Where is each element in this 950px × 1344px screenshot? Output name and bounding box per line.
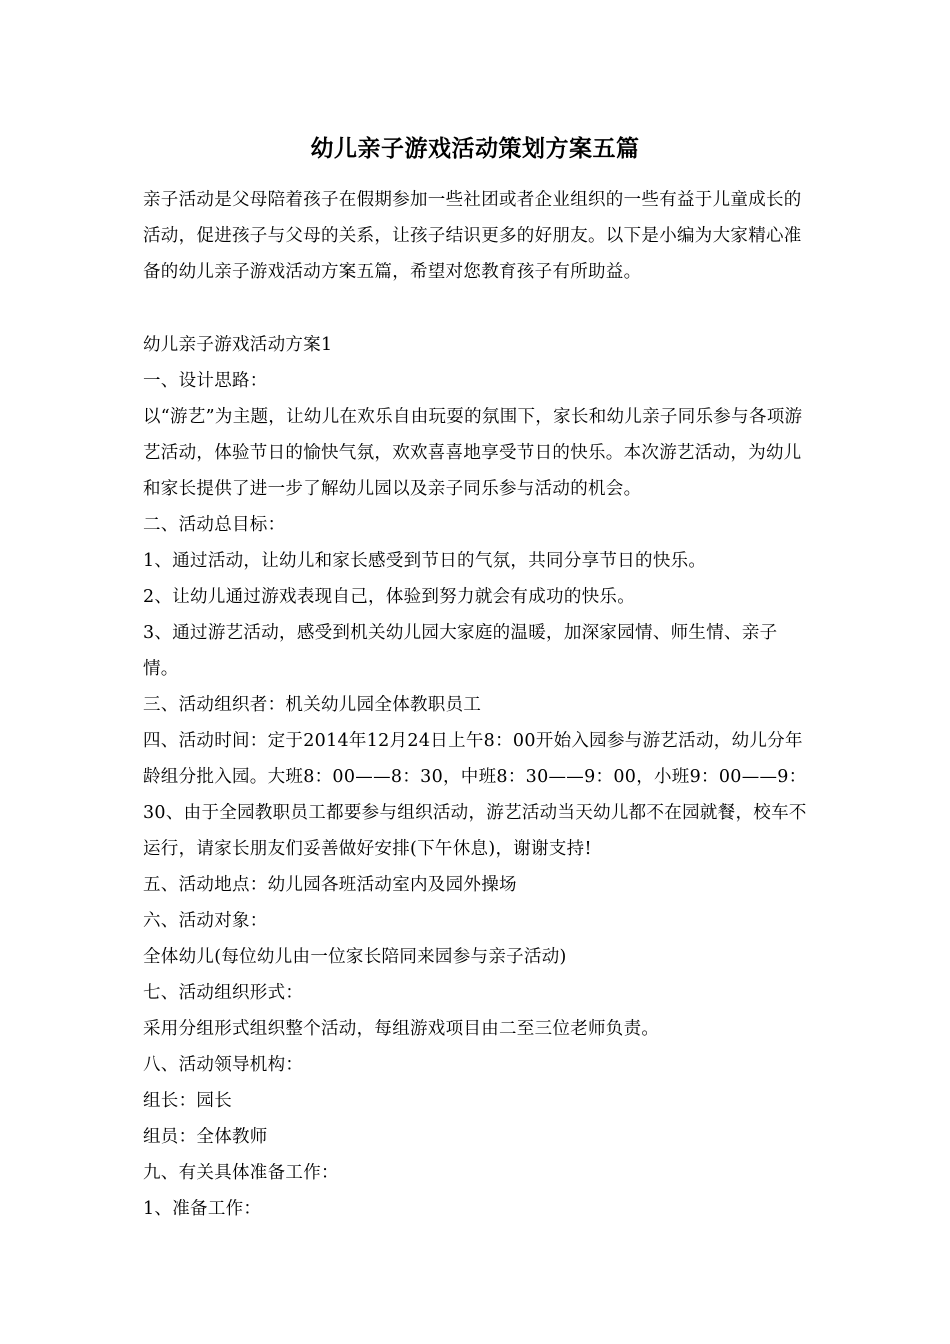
paragraph-audience: 全体幼儿(每位幼儿由一位家长陪同来园参与亲子活动)	[143, 947, 567, 967]
section-heading-format: 七、活动组织形式：	[143, 983, 304, 1003]
section-heading-goals: 二、活动总目标：	[143, 515, 286, 535]
leadership-members: 组员：全体教师	[143, 1127, 268, 1147]
section-heading-design: 一、设计思路：	[143, 371, 268, 391]
section-heading-audience: 六、活动对象：	[143, 911, 268, 931]
goal-item-2: 2、让幼儿通过游戏表现自己，体验到努力就会有成功的快乐。	[143, 587, 636, 607]
plan-heading: 幼儿亲子游戏活动方案1	[143, 335, 333, 355]
section-organizer: 三、活动组织者：机关幼儿园全体教职员工	[143, 695, 482, 715]
section-location: 五、活动地点：幼儿园各班活动室内及园外操场	[143, 875, 517, 895]
section-time: 四、活动时间：定于2014年12月24日上午8：00开始入园参与游艺活动，幼儿分年龄组分批入园。大班8：00——8：30，中班8：30——9：00，小班9：00——9：30、由于全园教职员工都要参与组织活动，游艺活动当天幼儿都不在园就餐，校车不运行，请家长朋友们妥善做好安排(下午休息)，谢谢支持!	[143, 731, 807, 859]
plan-section	[143, 327, 811, 1227]
section-heading-preparation: 九、有关具体准备工作：	[143, 1163, 339, 1183]
paragraph-format: 采用分组形式组织整个活动，每组游戏项目由二至三位老师负责。	[143, 1019, 660, 1039]
intro-paragraph: 亲子活动是父母陪着孩子在假期参加一些社团或者企业组织的一些有益于儿童成长的活动，促进孩子与父母的关系，让孩子结识更多的好朋友。以下是小编为大家精心准备的幼儿亲子游戏活动方案五篇，希望对您教育孩子有所助益。	[143, 190, 802, 282]
section-heading-leadership: 八、活动领导机构：	[143, 1055, 304, 1075]
document-title: 幼儿亲子游戏活动策划方案五篇	[310, 135, 640, 162]
preparation-item-1: 1、准备工作：	[143, 1199, 262, 1219]
goal-item-1: 1、通过活动，让幼儿和家长感受到节日的气氛，共同分享节日的快乐。	[143, 551, 707, 571]
intro-section	[143, 182, 811, 290]
leadership-leader: 组长：园长	[143, 1091, 232, 1111]
paragraph-design: 以“游艺”为主题，让幼儿在欢乐自由玩耍的氛围下，家长和幼儿亲子同乐参与各项游艺活动，体验节日的愉快气氛，欢欢喜喜地享受节日的快乐。本次游艺活动，为幼儿和家长提供了进一步了解幼儿园以及亲子同乐参与活动的机会。	[143, 407, 803, 499]
goal-item-3: 3、通过游艺活动，感受到机关幼儿园大家庭的温暖，加深家园情、师生情、亲子情。	[143, 623, 778, 679]
